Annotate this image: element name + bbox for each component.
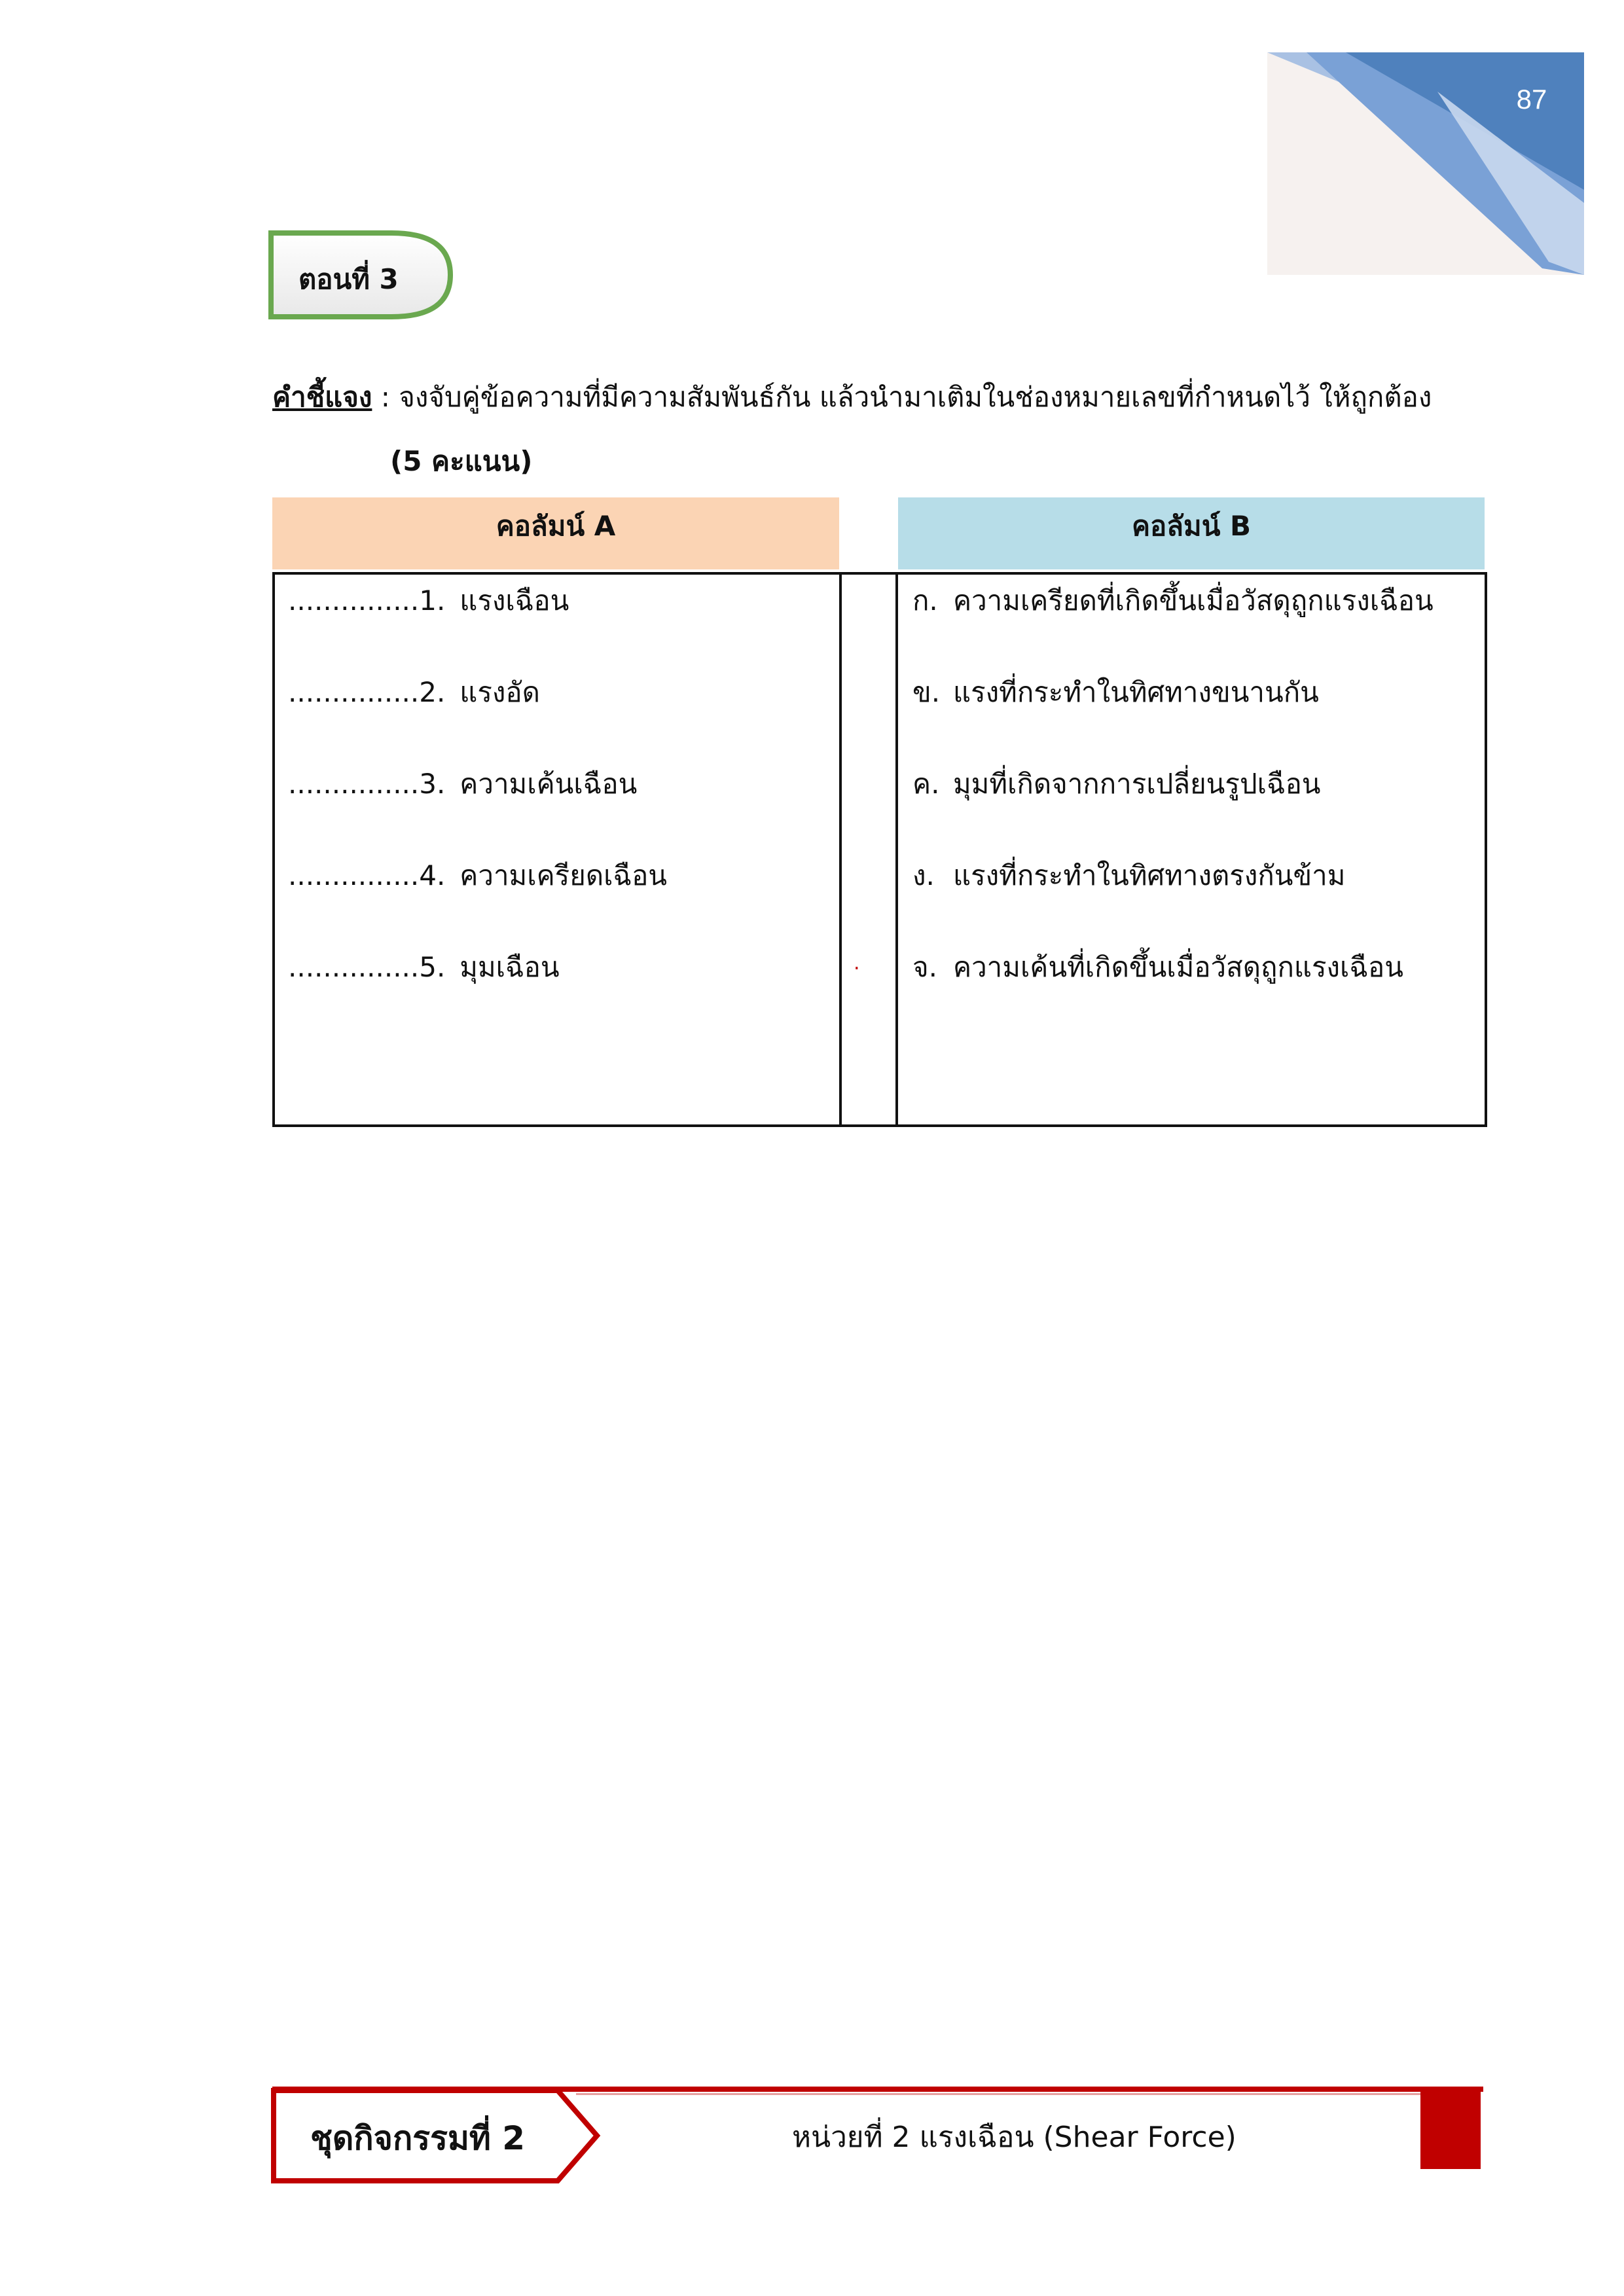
item-text: ความเครียดเฉือน bbox=[460, 859, 668, 891]
list-item bbox=[912, 764, 1434, 856]
answer-blank[interactable]: ............... bbox=[288, 951, 420, 983]
footer-activity-tab bbox=[270, 2087, 604, 2185]
gap-mark: . bbox=[854, 952, 860, 975]
list-item bbox=[288, 673, 667, 764]
item-text: ความเค้นเฉือน bbox=[460, 768, 638, 800]
item-text: แรงอัด bbox=[460, 676, 540, 708]
item-text: แรงที่กระทำในทิศทางตรงกันข้าม bbox=[953, 859, 1346, 891]
item-letter: ก. bbox=[912, 584, 938, 617]
list-item bbox=[912, 673, 1434, 764]
instructions-lead: คำชี้แจง bbox=[272, 381, 372, 413]
item-text: ความเครียดที่เกิดขึ้นเมื่อวัสดุถูกแรงเฉือน bbox=[953, 584, 1434, 617]
item-letter: ข. bbox=[912, 676, 941, 708]
list-item bbox=[288, 948, 667, 1039]
list-item bbox=[288, 581, 667, 673]
item-letter: ง. bbox=[912, 859, 935, 891]
footer-unit-title: หน่วยที่ 2 แรงเฉือน (Shear Force) bbox=[792, 2121, 1236, 2154]
instructions bbox=[272, 376, 1432, 419]
footer-red-block bbox=[1420, 2087, 1481, 2169]
item-number: 5. bbox=[419, 951, 446, 983]
answer-blank[interactable]: ............... bbox=[288, 676, 420, 708]
list-item bbox=[912, 856, 1434, 948]
item-number: 3. bbox=[419, 768, 446, 800]
answer-blank[interactable]: ............... bbox=[288, 859, 420, 891]
list-item bbox=[912, 581, 1434, 673]
item-number: 1. bbox=[419, 584, 446, 617]
column-gap-box bbox=[839, 572, 895, 1127]
item-text: แรงที่กระทำในทิศทางขนานกัน bbox=[953, 676, 1319, 708]
footer-rule-shadow bbox=[576, 2093, 1420, 2095]
list-item bbox=[288, 764, 667, 856]
column-b-header: คอลัมน์ B bbox=[898, 497, 1485, 569]
footer-activity-label: ชุดกิจกรรมที่ 2 bbox=[310, 2119, 526, 2157]
instructions-text: : จงจับคู่ข้อความที่มีความสัมพันธ์กัน แล้วนำมาเติมในช่องหมายเลขที่กำหนดไว้ ให้ถูกต้อง bbox=[372, 381, 1432, 413]
page-number: 87 bbox=[1516, 84, 1547, 115]
column-a-header: คอลัมน์ A bbox=[272, 497, 839, 569]
section-tab bbox=[267, 229, 454, 321]
column-a-list bbox=[288, 581, 667, 1039]
item-letter: ค. bbox=[912, 768, 940, 800]
item-number: 4. bbox=[419, 859, 446, 891]
item-letter: จ. bbox=[912, 951, 937, 983]
score-note: (5 คะแนน) bbox=[390, 445, 533, 477]
item-number: 2. bbox=[419, 676, 446, 708]
column-b-list bbox=[912, 581, 1434, 1039]
item-text: มุมเฉือน bbox=[460, 951, 560, 983]
answer-blank[interactable]: ............... bbox=[288, 768, 420, 800]
item-text: มุมที่เกิดจากการเปลี่ยนรูปเฉือน bbox=[953, 768, 1321, 800]
item-text: แรงเฉือน bbox=[460, 584, 569, 617]
list-item bbox=[288, 856, 667, 948]
section-label: ตอนที่ 3 bbox=[298, 263, 399, 295]
answer-blank[interactable]: ............... bbox=[288, 584, 420, 617]
item-text: ความเค้นที่เกิดขึ้นเมื่อวัสดุถูกแรงเฉือน bbox=[953, 951, 1403, 983]
list-item bbox=[912, 948, 1434, 1039]
